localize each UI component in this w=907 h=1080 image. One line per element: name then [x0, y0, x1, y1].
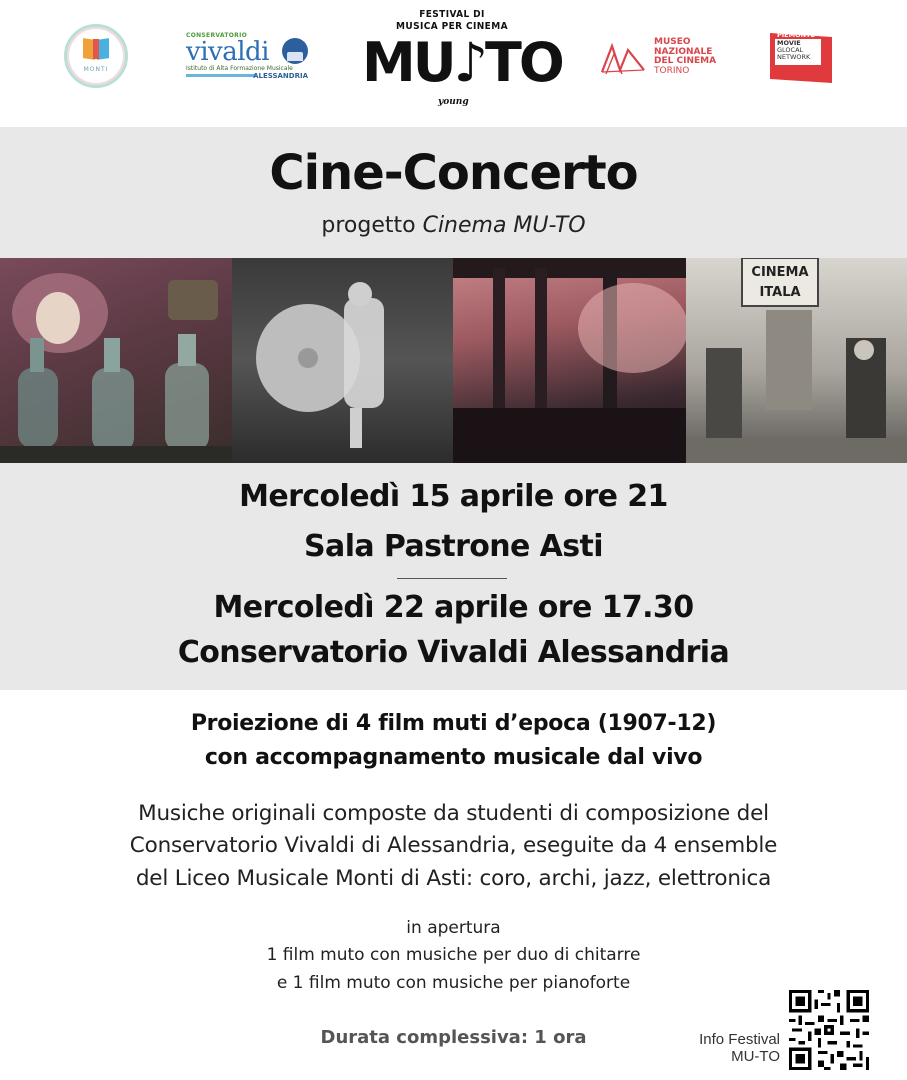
info-line-2: MU-TO	[731, 1048, 780, 1065]
film-stills-strip	[0, 258, 907, 463]
venue-alessandria: Conservatorio Vivaldi Alessandria	[177, 635, 730, 670]
muto-logo-line2: MUSICA PER CINEMA	[396, 21, 508, 32]
piemonte-movie-logo	[770, 33, 832, 83]
date-asti: Mercoledì 15 aprile ore 21	[239, 479, 668, 514]
opening-line-1: in apertura	[406, 918, 501, 938]
station-illustration	[453, 258, 686, 463]
piemonte-logo-line: MOVIE	[777, 39, 801, 47]
opening-line-3: e 1 film muto con musiche per pianoforte	[276, 973, 631, 993]
conservatorio-vivaldi-logo	[186, 32, 312, 82]
piemonte-logo-line: GLOCAL	[777, 46, 804, 54]
dates-divider	[397, 578, 507, 579]
venue-asti: Sala Pastrone Asti	[304, 529, 603, 564]
mole-antonelliana-icon	[600, 40, 646, 76]
film-still-bottles	[0, 258, 232, 463]
dates-band	[0, 463, 907, 690]
muto-logo-young: young	[438, 97, 469, 107]
date-alessandria: Mercoledì 22 aprile ore 17.30	[213, 590, 694, 625]
building-icon	[282, 38, 308, 64]
disc-illustration	[232, 258, 453, 463]
logo-header	[0, 0, 907, 127]
piemonte-logo-line: PIEMONTE	[777, 31, 815, 39]
film-still-station	[453, 258, 686, 463]
film-still-cinema-itala	[686, 258, 907, 463]
info-line-1: Info Festival	[699, 1031, 780, 1048]
cinema-sign-text: CINEMA	[751, 265, 809, 280]
music-description-line-3: del Liceo Musicale Monti di Asti: coro, archi, jazz, elettronica	[135, 866, 772, 891]
music-description-line-1: Musiche originali composte da studenti di composizione del	[138, 801, 769, 826]
vivaldi-logo-city: ALESSANDRIA	[253, 72, 308, 80]
monti-logo-text: MONTI	[83, 66, 109, 73]
museo-logo-line: TORINO	[654, 65, 690, 76]
museo-nazionale-cinema-logo	[600, 38, 720, 82]
museo-logo-line: NAZIONALE	[654, 46, 713, 57]
muto-logo-line1: FESTIVAL DI	[419, 9, 485, 20]
subtitle-project-name: Cinema MU-TO	[422, 213, 586, 238]
piemonte-logo-line: NETWORK	[777, 53, 811, 61]
event-subtitle	[0, 213, 907, 238]
projection-line-1: Proiezione di 4 film muti d’epoca (1907-12)	[190, 711, 717, 736]
event-title: Cine-Concerto	[269, 145, 638, 201]
projection-line-2: con accompagnamento musicale dal vivo	[204, 745, 703, 770]
vivaldi-logo-word: vivaldi	[186, 37, 269, 67]
vivaldi-logo-small-text: CONSERVATORIO	[186, 32, 248, 39]
bottles-illustration	[0, 258, 232, 463]
festival-muto-logo	[362, 6, 562, 110]
music-description-line-2: Conservatorio Vivaldi di Alessandria, eseguite da 4 ensemble	[129, 833, 778, 858]
liceo-monti-logo	[64, 24, 128, 88]
muto-logo-wordmark: MU♪TO	[362, 31, 562, 94]
vivaldi-logo-subtitle: Istituto di Alta Formazione Musicale	[186, 65, 293, 72]
book-icon	[83, 39, 109, 59]
cinema-sign-text-2: ITALA	[759, 285, 801, 300]
film-still-disc	[232, 258, 453, 463]
museo-logo-text	[654, 38, 716, 76]
subtitle-prefix: progetto	[321, 213, 423, 238]
title-band	[0, 127, 907, 258]
museo-logo-line: DEL CINEMA	[654, 56, 717, 67]
piemonte-logo-text	[777, 31, 815, 61]
museo-logo-line: MUSEO	[654, 37, 691, 47]
cinema-itala-illustration	[686, 258, 907, 463]
total-duration: Durata complessiva: 1 ora	[320, 1027, 587, 1048]
info-festival-label	[672, 1031, 780, 1065]
opening-line-2: 1 film muto con musiche per duo di chitarre	[266, 945, 641, 965]
qr-code-icon[interactable]	[789, 990, 869, 1070]
vivaldi-logo-bar	[186, 74, 256, 77]
